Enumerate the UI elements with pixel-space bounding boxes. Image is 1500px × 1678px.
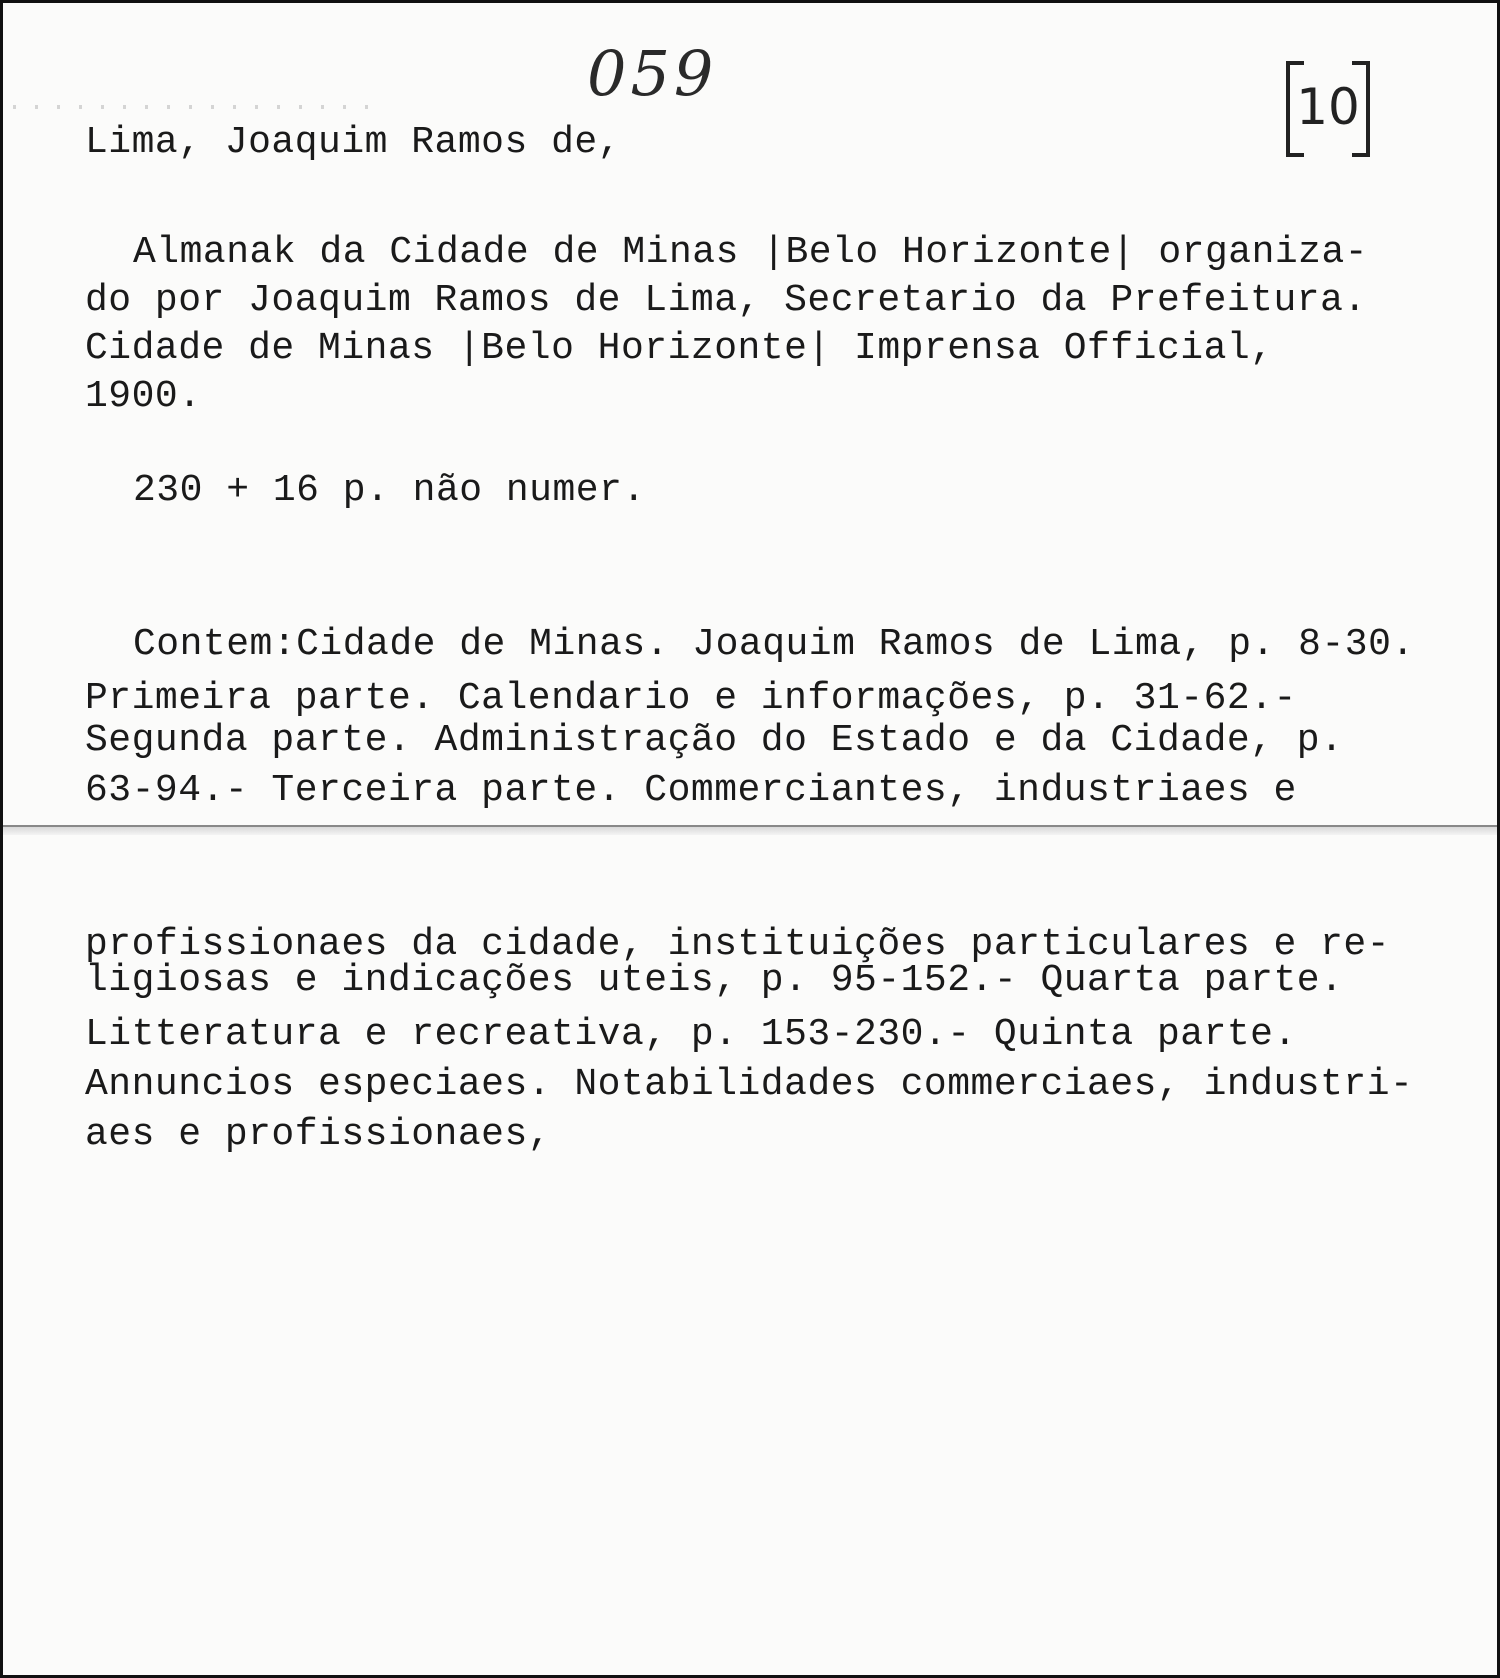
- call-number-box: [1286, 61, 1370, 153]
- card-fold: [3, 825, 1497, 835]
- call-number: 10: [1296, 78, 1360, 136]
- contents-continued-line: Annuncios especiaes. Notabilidades commerciaes, industri-: [85, 1063, 1414, 1106]
- title-line: Cidade de Minas |Belo Horizonte| Imprensa Official,: [85, 327, 1274, 370]
- contents-continued-line: ligiosas e indicações uteis, p. 95-152.- Quarta parte.: [85, 959, 1344, 1002]
- collation: 230 + 16 p. não numer.: [133, 469, 646, 512]
- title-line: Almanak da Cidade de Minas |Belo Horizonte| organiza-: [133, 231, 1369, 274]
- scan-speckle: [13, 105, 373, 109]
- author-heading: Lima, Joaquim Ramos de,: [85, 121, 621, 164]
- title-line: 1900.: [85, 375, 202, 418]
- right-bracket: [1352, 61, 1370, 157]
- contents-line: Primeira parte. Calendario e informações, p. 31-62.-: [85, 677, 1297, 720]
- contents-continued-line: profissionaes da cidade, instituições particulares e re-: [85, 923, 1391, 966]
- contents-line: Segunda parte. Administração do Estado e da Cidade, p.: [85, 719, 1344, 762]
- contents-continued-line: Litteratura e recreativa, p. 153-230.- Quinta parte.: [85, 1013, 1297, 1056]
- contents-line: Contem:Cidade de Minas. Joaquim Ramos de Lima, p. 8-30.: [133, 623, 1415, 666]
- title-line: do por Joaquim Ramos de Lima, Secretario da Prefeitura.: [85, 279, 1367, 322]
- contents-continued-line: aes e profissionaes,: [85, 1113, 552, 1156]
- left-bracket: [1286, 61, 1304, 157]
- handwritten-number: 059: [587, 37, 718, 110]
- contents-line: 63-94.- Terceira parte. Commerciantes, industriaes e: [85, 769, 1297, 812]
